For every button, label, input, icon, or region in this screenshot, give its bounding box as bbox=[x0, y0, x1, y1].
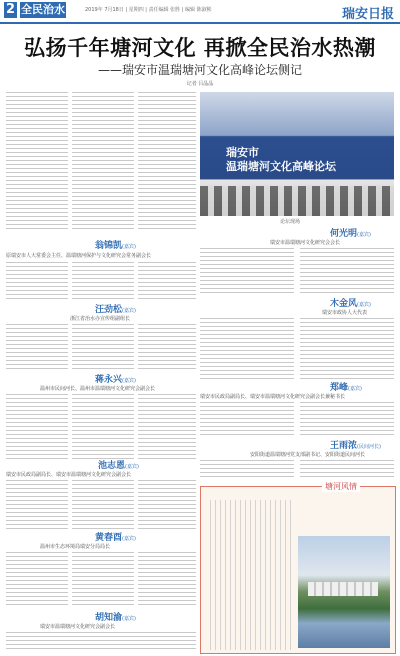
body-column bbox=[300, 402, 394, 438]
river-photo bbox=[298, 536, 390, 648]
body-column bbox=[200, 318, 294, 380]
speaker-name: 池志恩(嘉宾) bbox=[98, 461, 139, 471]
speaker-title: 浙江省治水办宣传组副组长 bbox=[70, 316, 131, 322]
speaker-block bbox=[330, 380, 362, 393]
speaker-block bbox=[330, 438, 381, 451]
page-number: 2 bbox=[5, 2, 16, 17]
article-headline: 弘扬千年塘河文化 再掀全民治水热潮 bbox=[24, 36, 376, 60]
audience-image bbox=[200, 186, 394, 216]
body-column bbox=[6, 262, 68, 302]
poem-text bbox=[210, 500, 292, 650]
body-column bbox=[6, 552, 68, 608]
feature-title: 塘河风情 bbox=[322, 481, 360, 492]
body-column bbox=[6, 632, 196, 652]
body-column bbox=[72, 92, 134, 232]
speaker-title: 温州市民间河长、温州市温瑞塘河文化研究会副会长 bbox=[40, 386, 156, 392]
speaker-name: 王雨浓(民间河长) bbox=[330, 441, 381, 451]
speaker-block bbox=[330, 296, 371, 309]
speaker-title: 瑞安市温瑞塘河文化研究会会长 bbox=[270, 240, 341, 246]
body-column bbox=[138, 92, 196, 232]
article-subheadline: ——瑞安市温瑞塘河文化高峰论坛侧记 bbox=[97, 63, 302, 77]
body-column bbox=[138, 480, 196, 530]
body-column bbox=[138, 324, 196, 370]
page-header bbox=[0, 0, 400, 24]
body-column bbox=[138, 394, 196, 460]
speaker-title: 瑞安市民政局副局长、瑞安市温瑞塘河文化研究会副会长兼秘书长 bbox=[200, 394, 346, 400]
body-column bbox=[300, 318, 394, 380]
body-column bbox=[6, 324, 68, 370]
body-column bbox=[72, 324, 134, 370]
speaker-block bbox=[95, 302, 136, 315]
photo-caption: 论坛现场 bbox=[280, 219, 301, 225]
body-column bbox=[300, 248, 394, 296]
speaker-name: 黄春酉(嘉宾) bbox=[95, 533, 136, 543]
speaker-name: 翁锦凯(嘉宾) bbox=[95, 241, 136, 251]
speaker-block bbox=[95, 610, 136, 623]
speaker-block bbox=[98, 458, 139, 471]
body-column bbox=[6, 480, 68, 530]
speaker-title: 瑞安市政协人大代表 bbox=[322, 310, 368, 316]
body-column bbox=[6, 394, 68, 460]
speaker-name: 郑峰(嘉宾) bbox=[330, 383, 362, 393]
body-column bbox=[72, 394, 134, 460]
speaker-name: 汪劲松(嘉宾) bbox=[95, 305, 136, 315]
body-column bbox=[200, 460, 294, 480]
speaker-title: 安阳街道温瑞塘河党支部副书记、安阳街道民间河长 bbox=[250, 452, 366, 458]
speaker-title: 瑞安市民政局副局长、瑞安市温瑞塘河文化研究会副会长 bbox=[6, 472, 132, 478]
speaker-name: 胡知渝(嘉宾) bbox=[95, 613, 136, 623]
speaker-block bbox=[330, 226, 371, 239]
speaker-block bbox=[95, 530, 136, 543]
body-column bbox=[72, 552, 134, 608]
edition-meta: 2019年 7月18日 | 星期四 | 责任编辑 张胜 | 编辑 陈淑彬 bbox=[85, 7, 212, 13]
body-column bbox=[200, 402, 294, 438]
speaker-block bbox=[95, 372, 136, 385]
body-column bbox=[300, 460, 394, 480]
body-column bbox=[200, 248, 294, 296]
stage-banner-text: 瑞安市 温瑞塘河文化高峰论坛 bbox=[226, 146, 336, 173]
body-column bbox=[72, 262, 134, 302]
body-column bbox=[138, 262, 196, 302]
body-column bbox=[6, 92, 68, 232]
speaker-name: 蒋永兴(嘉宾) bbox=[95, 375, 136, 385]
body-column bbox=[138, 552, 196, 608]
speaker-title: 瑞安市温瑞塘河文化研究会副会长 bbox=[40, 624, 116, 630]
forum-photo bbox=[200, 92, 394, 216]
speaker-title: 温州市生态环境局瑞安分局局长 bbox=[40, 544, 111, 550]
speaker-title: 原瑞安市人大常委会主任、温瑞塘河保护与文化研究会常务副会长 bbox=[6, 253, 152, 259]
riverside-buildings bbox=[308, 582, 378, 596]
speaker-block bbox=[95, 238, 136, 251]
section-label: 全民治水 bbox=[21, 3, 65, 16]
body-column bbox=[72, 480, 134, 530]
article-byline: 记者 吕晶晶 bbox=[186, 81, 214, 87]
speaker-name: 何光明(嘉宾) bbox=[330, 229, 371, 239]
speaker-name: 木金风(嘉宾) bbox=[330, 299, 371, 309]
newspaper-logo: 瑞安日报 bbox=[341, 7, 394, 22]
